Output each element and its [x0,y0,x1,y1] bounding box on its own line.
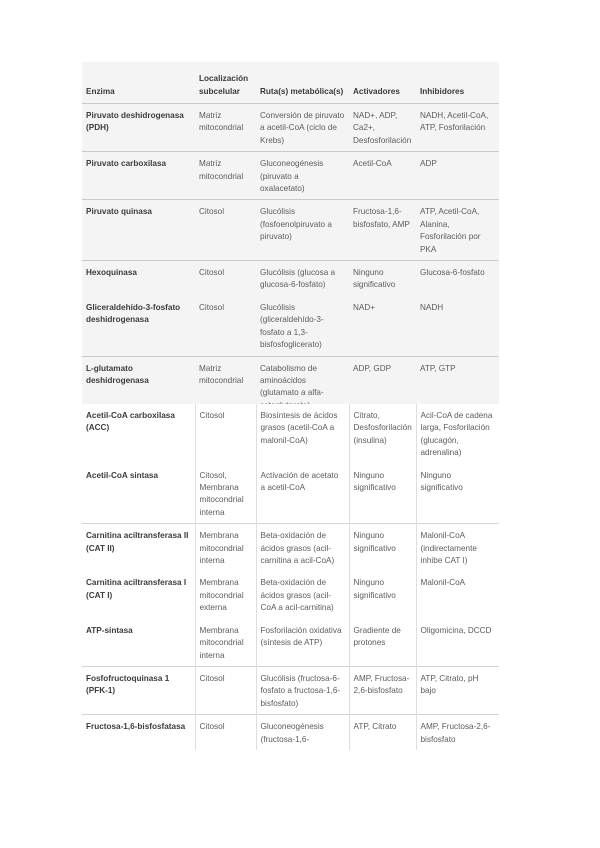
header-activators: Activadores [349,62,416,104]
table-row [82,200,499,261]
location-cell: Citosol [195,261,256,296]
table-row [82,715,499,750]
header-pathway: Ruta(s) metabólica(s) [256,62,349,104]
location-cell: Matriz mitocondrial [199,111,244,133]
inhibitors-cell: Malonil-CoA (indirectamente inhibe CAT I) [416,524,499,572]
enzyme-table-bottom [82,404,499,776]
activators-cell: NAD+ [353,302,376,312]
pathway-cell: Glucólisis (gliceraldehído-3-fosfato a 1,3-bisfosfoglicerato) [260,302,324,350]
pathway-cell: Activación de acetato a acetil-CoA [256,464,349,524]
enzyme-table-continued [82,404,499,750]
table-row [82,464,499,524]
activators-cell: Ninguno significativo [349,571,416,618]
table-header-row [82,62,499,104]
enzyme-cell: Fructosa-1,6-bisfosfatasa [82,715,195,750]
pathway-cell: Conversión de piruvato a acetil-CoA (ciclo de Krebs) [260,111,345,145]
table-row [82,404,499,464]
location-cell: Citosol [195,200,256,261]
enzyme-cell: Carnitina aciltransferasa II (CAT II) [82,524,195,572]
table-row [82,571,499,618]
pathway-cell: Fosforilación oxidativa (síntesis de ATP) [256,619,349,667]
pathway-cell: Biosíntesis de ácidos grasos (acetil-CoA a malonil-CoA) [256,404,349,464]
enzyme-cell: ATP-sintasa [86,625,133,635]
inhibitors-cell: Malonil-CoA [416,571,499,618]
activators-cell: Citrato, Desfosforilación (insulina) [349,404,416,464]
inhibitors-cell: NADH [420,302,444,312]
enzyme-table [82,62,499,416]
enzyme-cell: L-glutamato deshidrogenasa [82,356,195,416]
location-cell: Membrana mitocondrial interna [195,619,256,667]
enzyme-cell: Acetil-CoA carboxilasa (ACC) [86,411,175,433]
inhibitors-cell: Acil-CoA de cadena larga, Fosforilación (glucagón, adrenalina) [416,404,499,464]
activators-cell: NAD+, ADP, Ca2+, Desfosforilación [353,111,412,145]
table-row [82,666,499,714]
table-row [82,261,499,296]
table-row [82,296,499,356]
pathway-cell: Catabolismo de aminoácidos (glutamato a alfa- [256,356,349,416]
table-row [82,524,499,572]
enzyme-cell: Piruvato carboxilasa [82,152,195,200]
enzyme-cell: Piruvato quinasa [82,200,195,261]
header-enzyme: Enzima [82,62,195,104]
header-location: Localización subcelular [195,62,256,104]
location-cell: Membrana mitocondrial externa [195,571,256,618]
pathway-cell: Beta-oxidación de ácidos grasos (acil-CoA a acil-carnitina) [256,571,349,618]
activators-cell: Ninguno significativo [349,464,416,524]
enzyme-cell: Carnitina aciltransferasa I (CAT I) [86,578,187,600]
table-row [82,152,499,200]
table-row [82,104,499,152]
header-inhibitors: Inhibidores [416,62,499,104]
location-cell: Matriz mitocondrial [195,356,256,416]
inhibitors-cell: ATP, Acetil-CoA, Alanina, Fosforilación por PKA [416,200,499,261]
activators-cell: ATP, Citrato [349,715,416,750]
activators-cell: Gradiente de protones [349,619,416,667]
enzyme-cell: Acetil-CoA sintasa [86,470,159,480]
table-row [82,619,499,667]
enzyme-cell: Piruvato deshidrogenasa (PDH) [86,111,184,133]
inhibitors-cell: Glucosa-6-fosfato [416,261,499,296]
inhibitors-cell: Ninguno significativo [416,464,499,524]
pathway-cell: Glucólisis (fructosa-6-fosfato a fructosa-1,6-bisfosfato) [256,666,349,714]
location-cell: Membrana mitocondrial interna [195,524,256,572]
pathway-cell: Gluconeogénesis (piruvato a oxalacetato) [256,152,349,200]
pathway-cell: Glucólisis (glucosa a glucosa-6-fosfato) [256,261,349,296]
inhibitors-cell: ADP [416,152,499,200]
pathway-cell: Beta-oxidación de ácidos grasos (acil-carnitina a acil-CoA) [256,524,349,572]
activators-cell: Acetil-CoA [349,152,416,200]
location-cell: Citosol, Membrana mitocondrial interna [195,464,256,524]
enzyme-cell: Hexoquinasa [82,261,195,296]
enzyme-cell: Fosfofructoquinasa 1 (PFK-1) [82,666,195,714]
inhibitors-cell: ATP, Citrato, pH bajo [416,666,499,714]
inhibitors-cell: NADH, Acetil-CoA, ATP, Fosforilación [420,111,489,133]
location-cell: Citosol [195,666,256,714]
location-cell: Citosol [195,404,256,464]
inhibitors-cell: AMP, Fructosa-2,6-bisfosfato [416,715,499,750]
pathway-cell: Glucólisis (fosfoenolpiruvato a piruvato) [256,200,349,261]
activators-cell: AMP, Fructosa-2,6-bisfosfato [349,666,416,714]
activators-cell: Ninguno significativo [349,261,416,296]
inhibitors-cell: ATP, GTP [416,356,499,416]
activators-cell: Ninguno significativo [349,524,416,572]
location-cell: Citosol [195,715,256,750]
location-cell: Matriz mitocondrial [195,152,256,200]
activators-cell: Fructosa-1,6-bisfosfato, AMP [349,200,416,261]
activators-cell: ADP, GDP [349,356,416,416]
enzyme-table-top [82,62,499,404]
location-cell: Citosol [199,302,225,312]
pathway-cell: Gluconeogénesis (fructosa-1,6- [256,715,349,750]
enzyme-cell: Gliceraldehído-3-fosfato deshidrogenasa [86,302,181,325]
inhibitors-cell: Oligomicina, DCCD [416,619,499,667]
